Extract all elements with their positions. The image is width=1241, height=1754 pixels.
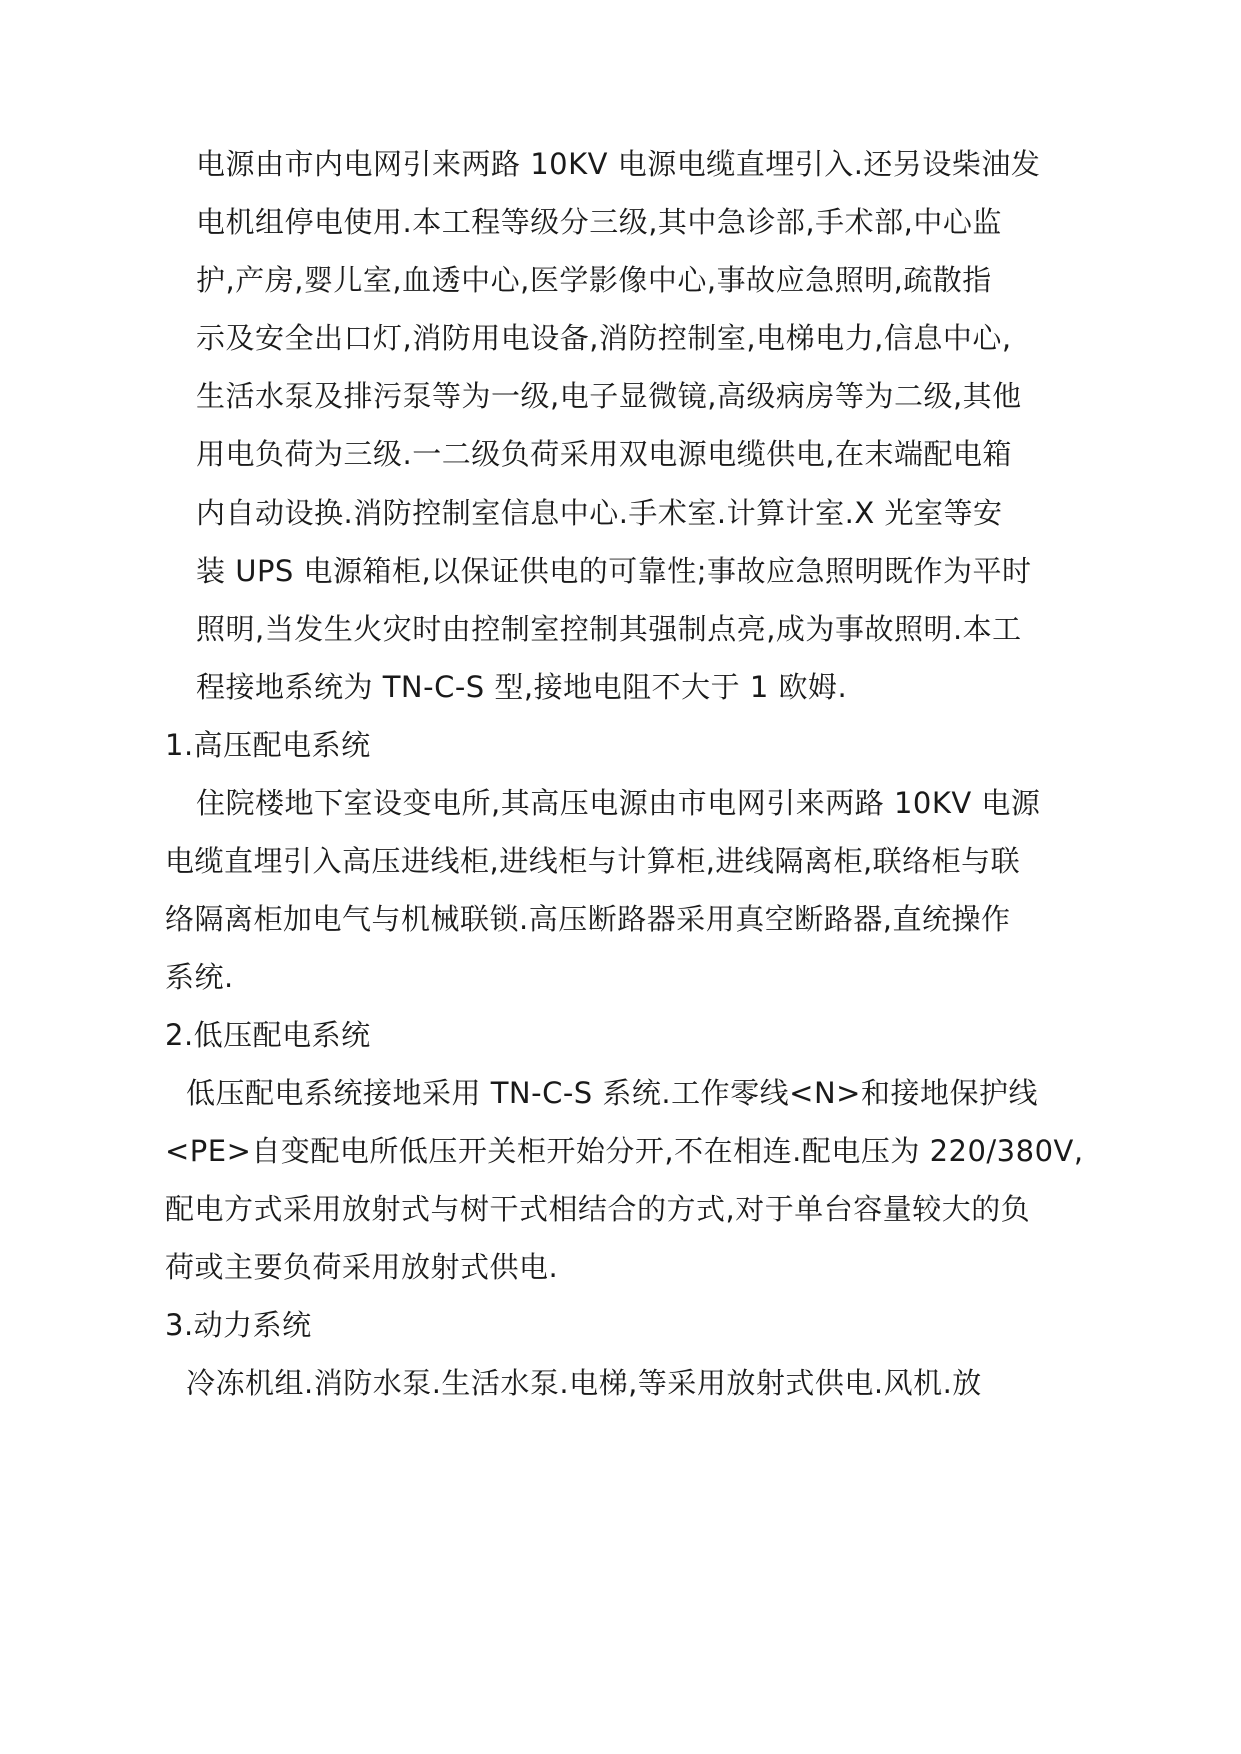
para1-line: 示及安全出口灯,消防用电设备,消防控制室,电梯电力,信息中心, — [196, 321, 1012, 355]
para1-line: 用电负荷为三级.一二级负荷采用双电源电缆供电,在末端配电箱 — [196, 437, 1012, 471]
para3-line: 配电方式采用放射式与树干式相结合的方式,对于单台容量较大的负 — [165, 1192, 1031, 1226]
para2-line: 住院楼地下室设变电所,其高压电源由市电网引来两路 10KV 电源 — [196, 786, 1041, 820]
section-heading: 3.动力系统 — [165, 1308, 312, 1342]
para1-line: 电机组停电使用.本工程等级分三级,其中急诊部,手术部,中心监 — [196, 205, 1002, 239]
para1-line: 装 UPS 电源箱柜,以保证供电的可靠性;事故应急照明既作为平时 — [196, 554, 1032, 588]
para1-line: 生活水泵及排污泵等为一级,电子显微镜,高级病房等为二级,其他 — [196, 379, 1022, 413]
para3-line: 低压配电系统接地采用 TN-C-S 系统.工作零线<N>和接地保护线 — [186, 1076, 1038, 1110]
para3-line: <PE>自变配电所低压开关柜开始分开,不在相连.配电压为 220/380V, — [165, 1134, 1084, 1168]
para1-line: 电源由市内电网引来两路 10KV 电源电缆直埋引入.还另设柴油发 — [196, 147, 1041, 181]
para2-line: 络隔离柜加电气与机械联锁.高压断路器采用真空断路器,直统操作 — [165, 902, 1011, 936]
section-heading: 1.高压配电系统 — [165, 728, 371, 762]
para1-line: 内自动设换.消防控制室信息中心.手术室.计算计室.X 光室等安 — [196, 496, 1003, 530]
para2-line: 系统. — [165, 960, 234, 994]
para1-line: 护,产房,婴儿室,血透中心,医学影像中心,事故应急照明,疏散指 — [196, 263, 992, 297]
para3-line: 荷或主要负荷采用放射式供电. — [165, 1250, 559, 1284]
section-heading: 2.低压配电系统 — [165, 1018, 371, 1052]
para2-line: 电缆直埋引入高压进线柜,进线柜与计算柜,进线隔离柜,联络柜与联 — [165, 844, 1021, 878]
para4-line: 冷冻机组.消防水泵.生活水泵.电梯,等采用放射式供电.风机.放 — [186, 1366, 982, 1400]
para1-line: 照明,当发生火灾时由控制室控制其强制点亮,成为事故照明.本工 — [196, 612, 1022, 646]
para1-line: 程接地系统为 TN-C-S 型,接地电阻不大于 1 欧姆. — [196, 670, 848, 704]
